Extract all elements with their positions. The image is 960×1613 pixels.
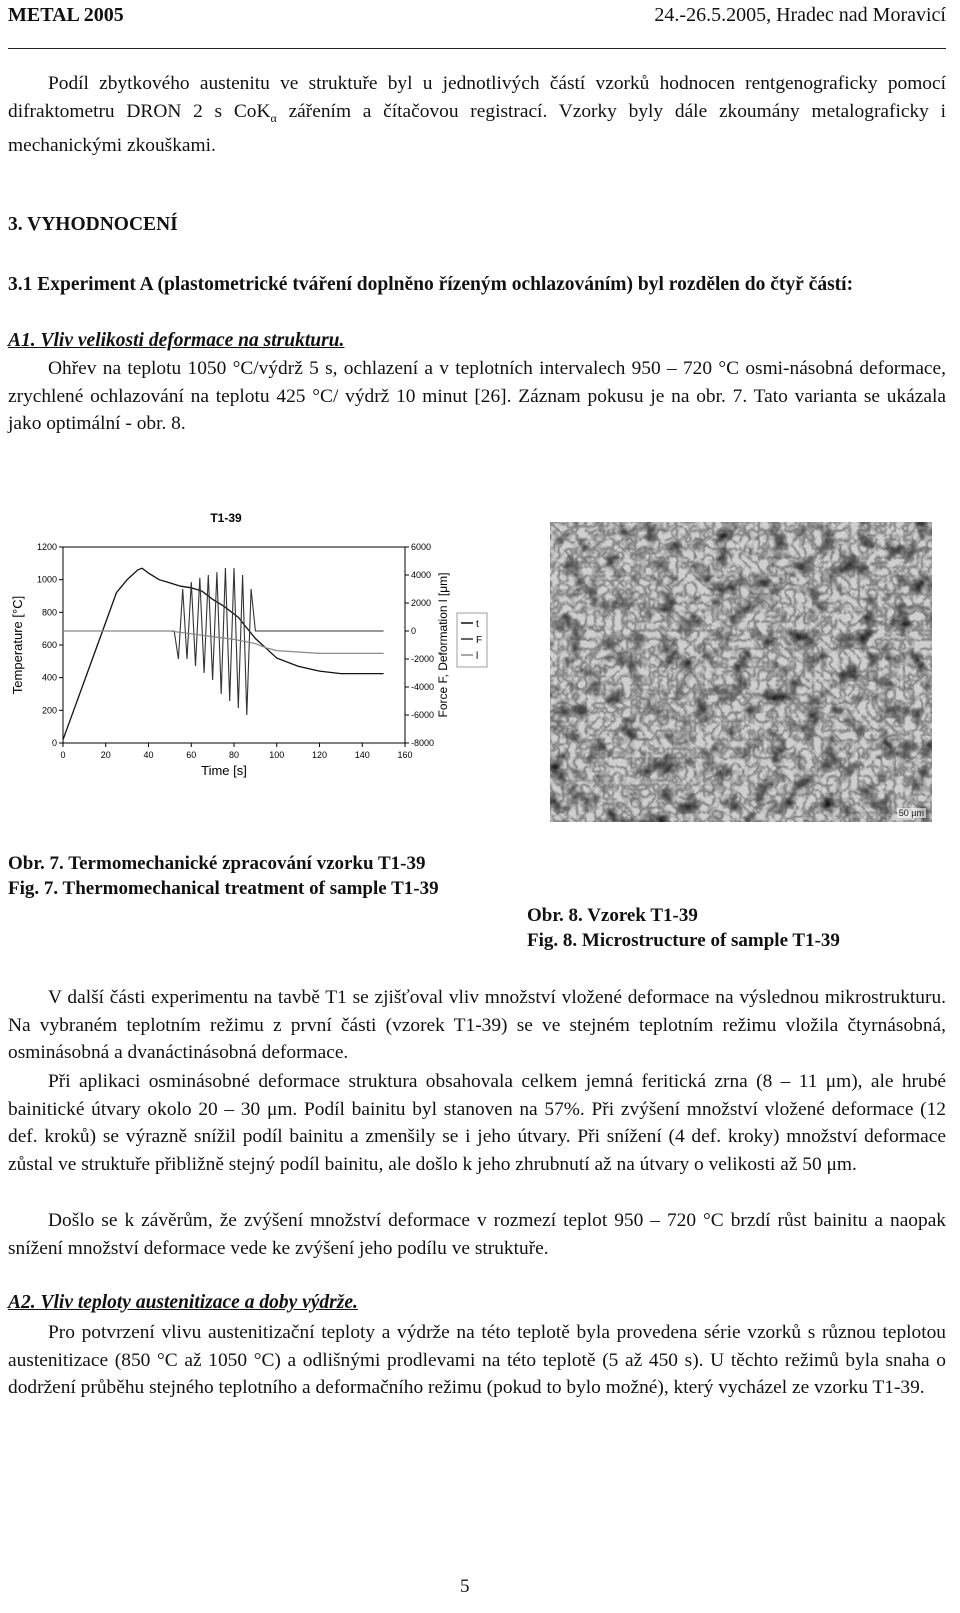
- a1-paragraph: Ohřev na teplotu 1050 °C/výdrž 5 s, ochlazení a v teplotních intervalech 950 – 720 °C osmi-násobná deformace, zrychlené ochlazování na teplotu 425 °C/ výdrž 10 minut [26]. Záznam pokusu je na obr. 7. Tato varianta se ukázala jako optimální - obr. 8.: [8, 358, 946, 434]
- legend-label-l: l: [476, 651, 479, 662]
- x-tick-label: 60: [186, 750, 197, 760]
- header-conference: METAL 2005: [8, 4, 124, 26]
- results-paragraph-3: Došlo se k závěrům, že zvýšení množství deformace v rozmezí teplot 950 – 720 °C brzdí růst bainitu a naopak snížení množství deformace vede ke zvýšení jeho podílu ve struktuře.: [8, 1210, 946, 1259]
- y-right-tick-label: 2000: [411, 598, 432, 608]
- fig8-caption-cz: Obr. 8. Vzorek T1-39: [527, 905, 698, 926]
- y-left-axis-label: Temperature [°C]: [10, 595, 25, 695]
- x-tick-label: 140: [354, 750, 370, 760]
- y-left-tick-label: 1200: [36, 542, 57, 552]
- y-left-tick-label: 200: [41, 705, 57, 716]
- scale-bar-label: 50 μm: [898, 808, 924, 818]
- y-right-tick-label: 4000: [411, 570, 432, 580]
- fig7-caption-en: Fig. 7. Thermomechanical treatment of sample T1-39: [8, 878, 439, 899]
- header-date-place: 24.-26.5.2005, Hradec nad Moravicí: [654, 4, 946, 26]
- chart-title: T1-39: [210, 511, 242, 525]
- legend-box: [457, 613, 487, 667]
- subsection-heading: 3.1 Experiment A (plastometrické tváření doplněno řízeným ochlazováním) byl rozdělen do čtyř částí:: [8, 274, 854, 295]
- y-right-tick-label: 6000: [411, 542, 432, 552]
- y-left-tick-label: 400: [41, 672, 57, 683]
- results-paragraph-1: V další části experimentu na tavbě T1 se zjišťoval vliv množství vložené deformace na výslednou mikrostrukturu. Na vybraném teplotním režimu z první části (vzorek T1-39) se ve stejném teplotním režimu vložila čtyrnásobná, osminásobná a dvanáctinásobná deformace.: [8, 987, 946, 1063]
- fig7-caption-cz: Obr. 7. Termomechanické zpracování vzorku T1-39: [8, 853, 426, 874]
- series-line-F: [63, 568, 384, 715]
- y-right-tick-label: 0: [411, 626, 417, 636]
- x-tick-label: 100: [269, 750, 285, 760]
- a2-title: A2. Vliv teploty austenitizace a doby výdrže.: [8, 1292, 358, 1313]
- y-left-tick-label: 800: [41, 607, 57, 618]
- y-right-tick-label: -4000: [411, 682, 435, 692]
- legend-label-F: F: [476, 635, 483, 646]
- y-right-axis-label: Force F, Deformation l [μm]: [436, 572, 450, 718]
- x-tick-label: 20: [100, 750, 111, 760]
- fig8-caption-en: Fig. 8. Microstructure of sample T1-39: [527, 930, 840, 951]
- alpha-subscript: α: [270, 110, 277, 125]
- x-tick-label: 160: [397, 750, 413, 760]
- y-right-tick-label: -2000: [411, 654, 435, 664]
- thermomechanical-chart: [5, 505, 483, 795]
- x-tick-label: 40: [143, 750, 154, 760]
- a1-title: A1. Vliv velikosti deformace na strukturu.: [8, 330, 345, 351]
- intro-text-part1: Podíl zbytkového austenitu ve struktuře byl u jednotlivých částí vzorků hodnocen rentgenograficky pomocí difraktometru DRON 2 s CoK: [8, 73, 946, 122]
- section-title: 3. VYHODNOCENÍ: [8, 214, 178, 235]
- results-paragraph-2: Při aplikaci osminásobné deformace struktura obsahovala celkem jemná feritická zrna (8 – 11 μm), ale hrubé bainitické útvary okolo 20 – 30 μm. Podíl bainitu byl stanoven na 57%. Při zvýšení množství vložené deformace (12 def. kroků) se výrazně snížil podíl bainitu a zmenšily se i jeho útvary. Při snížení (4 def. kroky) množství deformace zůstal ve struktuře přibližně stejný podíl bainitu, ale došlo k jeho zhrubnutí až na útvary o velikosti až 50 μm.: [8, 1071, 946, 1175]
- intro-text-part2: zářením a čítačovou registrací. Vzorky byly dále zkoumány metalograficky i mechanickými zkouškami.: [8, 100, 947, 156]
- y-right-tick-label: -6000: [411, 710, 435, 720]
- x-tick-label: 0: [60, 750, 66, 760]
- a2-paragraph: Pro potvrzení vlivu austenitizační teploty a výdrže na této teplotě byla provedena série vzorků s různou teplotou austenitizace (850 °C až 1050 °C) a odlišnými prodlevami na této teplotě (5 až 450 s). U těchto režimů byla snaha o dodržení průběhu stejného teplotního a deformačního režimu (pokud to bylo možné), který vycházel ze vzorku T1-39.: [8, 1322, 946, 1398]
- y-right-tick-label: -8000: [411, 738, 435, 748]
- page-header: [8, 4, 946, 28]
- y-left-tick-label: 1000: [36, 574, 57, 585]
- microstructure-image: [550, 522, 932, 822]
- legend-label-t: t: [476, 619, 479, 630]
- x-tick-label: 120: [311, 750, 328, 760]
- y-left-tick-label: 0: [51, 738, 57, 748]
- header-rule: [8, 48, 946, 49]
- x-tick-label: 80: [228, 750, 240, 760]
- x-axis-label: Time [s]: [201, 763, 247, 778]
- y-left-tick-label: 600: [41, 640, 57, 650]
- page-number: 5: [460, 1576, 470, 1597]
- intro-paragraph: [8, 70, 946, 159]
